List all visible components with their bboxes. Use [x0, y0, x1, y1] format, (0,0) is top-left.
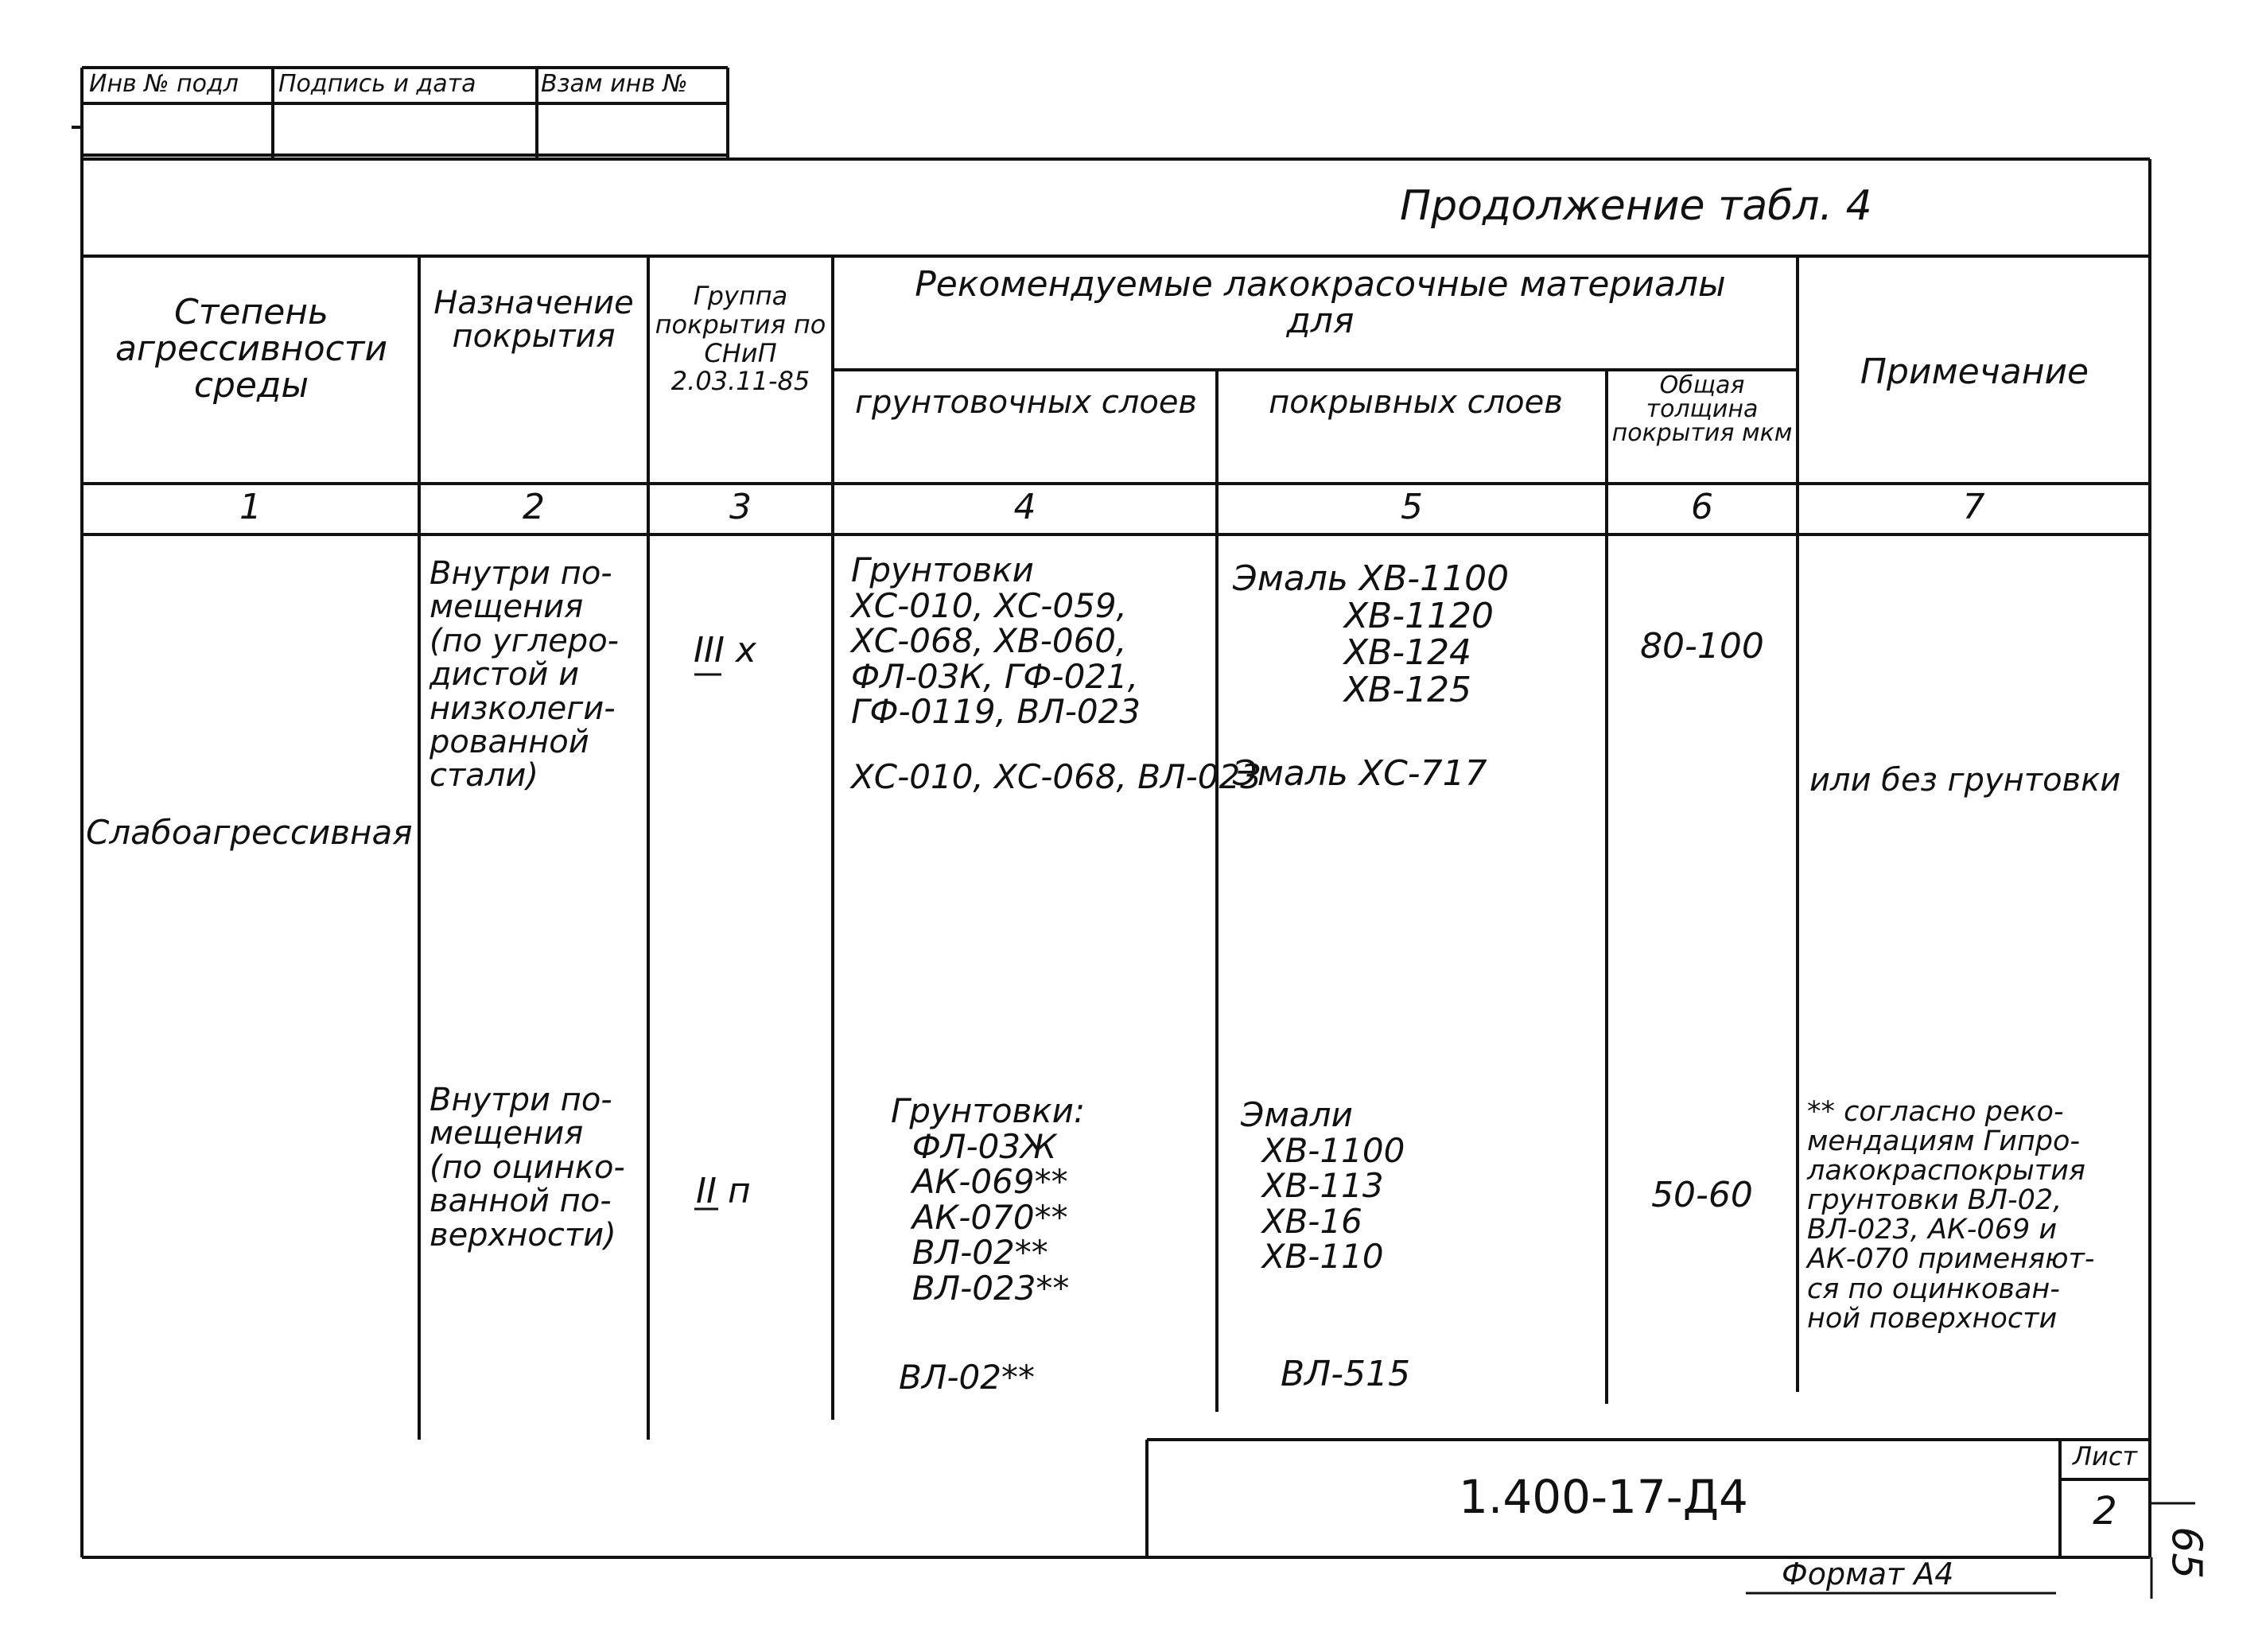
row1-purpose: Внутри по- мещения (по углеро- дистой и низколеги- рованной стали): [429, 555, 620, 795]
row2-purpose: Внутри по- мещения (по оцинко- ванной по- верхности): [429, 1082, 625, 1254]
row2-primers-alt: ВЛ-02**: [899, 1358, 1035, 1397]
column-number-5: 5: [1401, 487, 1423, 527]
stamp-inv-no: Инв № подл: [89, 70, 239, 98]
row1-primers: Грунтовки ХС-010, ХС-059, ХС-068, ХВ-060, ФЛ-03К, ГФ-021, ГФ-0119, ВЛ-023: [851, 550, 1141, 732]
header-top-layers: покрывных слоев: [1269, 384, 1563, 421]
row2-topcoats: Эмали ХВ-1100 ХВ-113 ХВ-16 ХВ-110: [1241, 1095, 1405, 1277]
column-number-3: 3: [729, 487, 752, 527]
header-purpose: Назначение покрытия: [433, 285, 634, 355]
header-aggressiveness: Степень агрессивности среды: [115, 292, 388, 406]
row1-topcoats-alt: Эмаль ХС-717: [1233, 753, 1487, 794]
sheet-label: Лист: [2072, 1441, 2138, 1471]
page-number: 65: [2162, 1526, 2210, 1580]
row1-topcoats: Эмаль ХВ-1100 ХВ-1120 ХВ-124 ХВ-125: [1233, 558, 1510, 710]
sheet-number: 2: [2093, 1489, 2117, 1533]
header-total-thickness: Общая толщина покрытия мкм: [1611, 371, 1793, 447]
stamp-signature-date: Подпись и дата: [278, 70, 476, 98]
aggressiveness-value: Слабоагрессивная: [86, 813, 413, 852]
document-code: 1.400-17-Д4: [1459, 1470, 1748, 1524]
row1-group: III x: [694, 630, 756, 671]
row2-note: ** согласно реко- мендациям Гипро- лакокраспокрытия грунтовки ВЛ-02, ВЛ-023, АК-069 и АК-070 применяют- ся по оцинкован- ной поверхности: [1807, 1096, 2095, 1335]
row2-primers: Грунтовки: ФЛ-03Ж АК-069** АК-070** ВЛ-02** ВЛ-023**: [891, 1091, 1086, 1308]
column-number-7: 7: [1962, 487, 1985, 527]
header-recommended-materials: Рекомендуемые лакокрасочные материалы для: [915, 264, 1726, 342]
header-primer-layers: грунтовочных слоев: [854, 384, 1198, 421]
stamp-replace-inv: Взам инв №: [541, 70, 688, 98]
continuation-caption: Продолжение табл. 4: [1400, 182, 1872, 230]
column-number-1: 1: [239, 487, 262, 527]
row1-thickness: 80-100: [1640, 626, 1764, 667]
column-number-6: 6: [1691, 487, 1713, 527]
header-group: Группа покрытия по СНиП 2.03.11-85: [655, 281, 826, 397]
row2-topcoats-alt: ВЛ-515: [1281, 1354, 1411, 1394]
row2-group: II п: [696, 1171, 751, 1211]
column-number-4: 4: [1013, 487, 1036, 527]
row1-note: или без грунтовки: [1809, 762, 2121, 799]
format-note: Формат А4: [1782, 1557, 1954, 1592]
column-number-2: 2: [523, 487, 545, 527]
header-note: Примечание: [1860, 352, 2089, 392]
row1-primers-alt: ХС-010, ХС-068, ВЛ-023: [851, 757, 1261, 796]
row2-thickness: 50-60: [1651, 1175, 1753, 1215]
